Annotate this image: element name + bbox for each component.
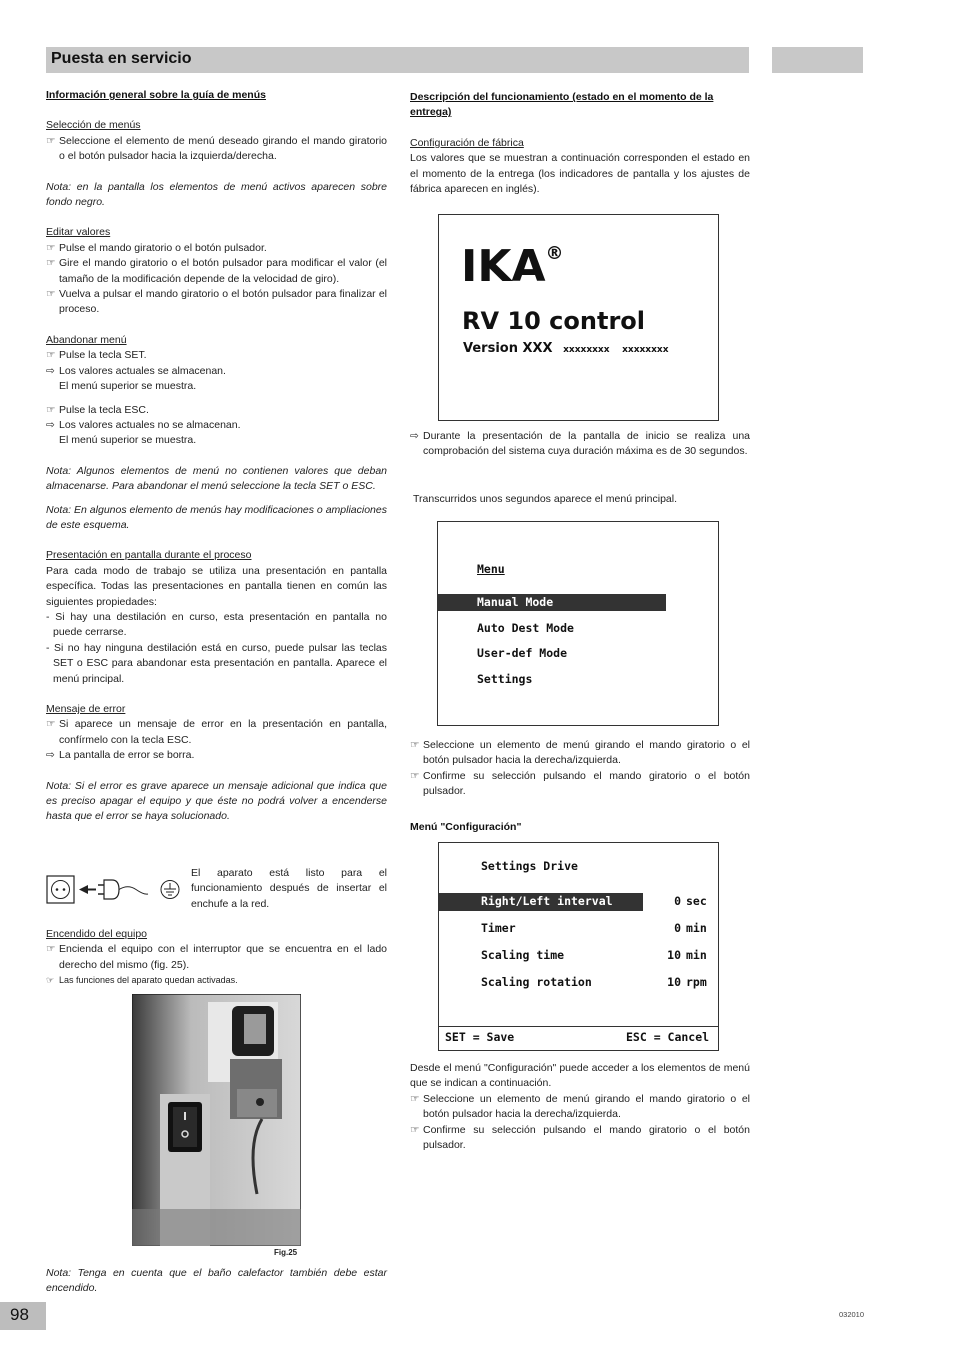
- list-item: ☞ Seleccione un elemento de menú girando el mando giratorio o el botón pulsador hacia la derecha/izquierda.: [410, 1092, 750, 1121]
- power-on-section: [46, 927, 387, 989]
- arrow-right-icon: ⇨: [410, 430, 419, 442]
- save-key-hint: SET = Save: [445, 1030, 515, 1044]
- hand-pointer-icon: ☞: [46, 718, 56, 731]
- menu-title: Menu: [477, 562, 505, 576]
- arrow-right-icon: ⇨: [46, 418, 55, 431]
- list-item: ⇨ La pantalla de error se borra.: [46, 748, 387, 763]
- list-item: ☞ Vuelva a pulsar el mando giratorio o el botón pulsador para finalizar el proceso.: [46, 288, 387, 316]
- hand-pointer-icon: ☞: [46, 349, 56, 362]
- hand-pointer-icon: ☞: [46, 241, 56, 254]
- list-item: ⇨ Durante la presentación de la pantalla de inicio se realiza una comprobación del sistema cuya duración máxima es de 30 segundos.: [410, 430, 750, 458]
- abandon-menu-heading: Abandonar menú: [46, 333, 127, 346]
- hand-pointer-icon: ☞: [46, 134, 56, 147]
- setting-row-label[interactable]: Scaling time: [481, 948, 565, 962]
- section-title-operation: Descripción del funcionamiento (estado en el momento de la entrega): [410, 91, 714, 119]
- arrow-right-icon: ⇨: [46, 749, 55, 762]
- model-name: RV 10 control: [462, 307, 645, 335]
- setting-row-value: 0: [674, 894, 681, 908]
- startup-description: [410, 429, 750, 460]
- list-item: ⇨ Los valores actuales no se almacenan.: [46, 418, 387, 433]
- setting-row-value: 10: [667, 948, 681, 962]
- right-column-top: [410, 90, 750, 197]
- hand-pointer-icon: ☞: [410, 739, 420, 751]
- brand-logo: IKA®: [461, 241, 564, 292]
- factory-settings-heading: Configuración de fábrica: [410, 136, 524, 149]
- list-item: ☞ Seleccione un elemento de menú girando el mando giratorio o el botón pulsador hacia la derecha/izquierda.: [410, 739, 750, 767]
- paragraph: Desde el menú "Configuración" puede acceder a los elementos de menú que se indican a continuación.: [410, 1062, 750, 1090]
- main-menu-screen: [437, 521, 719, 726]
- divider: [439, 1026, 718, 1027]
- note: Nota: Algunos elementos de menú no contienen valores que deban almacenarse. Para abandonar el menú seleccione la tecla SET o ESC.: [46, 464, 387, 493]
- error-message-heading: Mensaje de error: [46, 703, 126, 715]
- config-description: [410, 1061, 750, 1153]
- setting-row-value: 10: [667, 975, 681, 989]
- startup-screen: [438, 214, 719, 421]
- list-item: ☞ Confirme su selección pulsando el mando giratorio o el botón pulsador.: [410, 1123, 750, 1152]
- note: Nota: Si el error es grave aparece un mensaje adicional que indica que es preciso apagar el equipo y que éste no podrá volver a encenderse hasta que el error se haya solucionado.: [46, 779, 387, 823]
- menu-item-manual-mode[interactable]: Manual Mode: [477, 595, 554, 609]
- hand-pointer-icon: ☞: [410, 1123, 420, 1136]
- settings-drive-screen: [438, 842, 719, 1051]
- list-item: ☞ Si aparece un mensaje de error en la presentación en pantalla, confírmelo con la tecla ESC.: [46, 718, 387, 746]
- setting-row-label[interactable]: Scaling rotation: [481, 975, 592, 989]
- settings-title: Settings Drive: [481, 859, 578, 873]
- display-heading: Presentación en pantalla durante el proceso: [46, 549, 252, 562]
- paragraph: Para cada modo de trabajo se utiliza una presentación en pantalla específica. Todas las presentaciones en pantalla tienen en común las siguientes propiedades:: [46, 564, 387, 608]
- edit-values-heading: Editar valores: [46, 226, 111, 239]
- plug-description: El aparato está listo para el funcionamiento después de insertar el enchufe a la red.: [191, 867, 387, 910]
- setting-row-unit: sec: [686, 894, 707, 908]
- menu-instructions: [410, 738, 750, 835]
- list-item: ☞ Pulse el mando giratorio o el botón pulsador.: [46, 241, 387, 256]
- note: Nota: en la pantalla los elementos de menú activos aparecen sobre fondo negro.: [46, 180, 387, 209]
- setting-row-value: 0: [674, 921, 681, 935]
- setting-row-unit: rpm: [686, 975, 707, 989]
- header-side-tab: [772, 47, 863, 73]
- list-item: El menú superior se muestra.: [59, 380, 197, 393]
- hand-pointer-icon: ☞: [410, 769, 420, 782]
- page-title: Puesta en servicio: [51, 50, 192, 67]
- menu-item-auto-dest-mode[interactable]: Auto Dest Mode: [477, 621, 574, 635]
- device-switch-photo: [132, 994, 301, 1246]
- setting-row-label[interactable]: Right/Left interval: [481, 894, 613, 908]
- list-item: ☞ Pulse la tecla SET.: [46, 348, 387, 363]
- document-code: 032010: [839, 1310, 865, 1319]
- version-line: Version XXX xxxxxxxx xxxxxxxx: [463, 341, 669, 356]
- arrow-right-icon: ⇨: [46, 364, 55, 377]
- list-item: ☞ Encienda el equipo con el interruptor que se encuentra en el lado derecho del mismo (fig. 25).: [46, 943, 387, 971]
- hand-pointer-icon: ☞: [46, 288, 56, 301]
- list-item: ☞ Seleccione el elemento de menú deseado girando el mando giratorio o el botón pulsador hacia la izquierda/derecha.: [46, 134, 387, 163]
- paragraph: Los valores que se muestran a continuación corresponden el estado en el momento de la entrega (los indicadores de pantalla y los ajustes de fábrica aparecen en inglés).: [410, 152, 750, 196]
- list-item: - Si hay una destilación en curso, esta presentación en pantalla no puede cerrarse.: [46, 610, 387, 639]
- note-heating-bath: Nota: Tenga en cuenta que el baño calefactor también debe estar encendido.: [46, 1267, 387, 1295]
- list-item: ⇨ Los valores actuales se almacenan.: [46, 364, 387, 379]
- section-title-menu-guide: Información general sobre la guía de menús: [46, 89, 266, 101]
- list-item: ☞ Gire el mando giratorio o el botón pulsador para modificar el valor (el tamaño de la modificación depende de la velocidad de giro).: [46, 257, 387, 285]
- hand-pointer-icon: ☞: [46, 975, 55, 986]
- hand-pointer-icon: ☞: [46, 403, 56, 416]
- setting-row-label[interactable]: Timer: [481, 921, 516, 935]
- setting-row-unit: min: [686, 921, 707, 935]
- setting-row-unit: min: [686, 948, 707, 962]
- list-item: ☞ Confirme su selección pulsando el mando giratorio o el botón pulsador.: [410, 769, 750, 798]
- list-item: - Si no hay ninguna destilación está en curso, puede pulsar las teclas SET o ESC para abandonar esta presentación en pantalla. Aparece el menú principal.: [46, 641, 387, 685]
- list-item: El menú superior se muestra.: [59, 434, 197, 447]
- note: Nota: En algunos elemento de menús hay modificaciones o ampliaciones de este esquema.: [46, 503, 387, 531]
- power-plug-icon: [46, 874, 181, 906]
- main-menu-intro: Transcurridos unos segundos aparece el menú principal.: [413, 493, 678, 505]
- cancel-key-hint: ESC = Cancel: [626, 1030, 710, 1044]
- hand-pointer-icon: ☞: [410, 1092, 420, 1105]
- menu-selection-heading: Selección de menús: [46, 119, 141, 132]
- page-number: 98: [10, 1305, 29, 1324]
- hand-pointer-icon: ☞: [46, 943, 56, 956]
- list-item: ☞ Las funciones del aparato quedan activadas.: [46, 973, 387, 988]
- left-column: [46, 88, 387, 825]
- list-item: ☞ Pulse la tecla ESC.: [46, 403, 387, 418]
- figure-label: Fig.25: [274, 1248, 298, 1257]
- hand-pointer-icon: ☞: [46, 257, 56, 270]
- power-on-heading: Encendido del equipo: [46, 928, 148, 940]
- config-menu-heading: Menú "Configuración": [410, 820, 522, 833]
- menu-item-user-def-mode[interactable]: User-def Mode: [477, 646, 568, 660]
- menu-item-settings[interactable]: Settings: [477, 672, 533, 686]
